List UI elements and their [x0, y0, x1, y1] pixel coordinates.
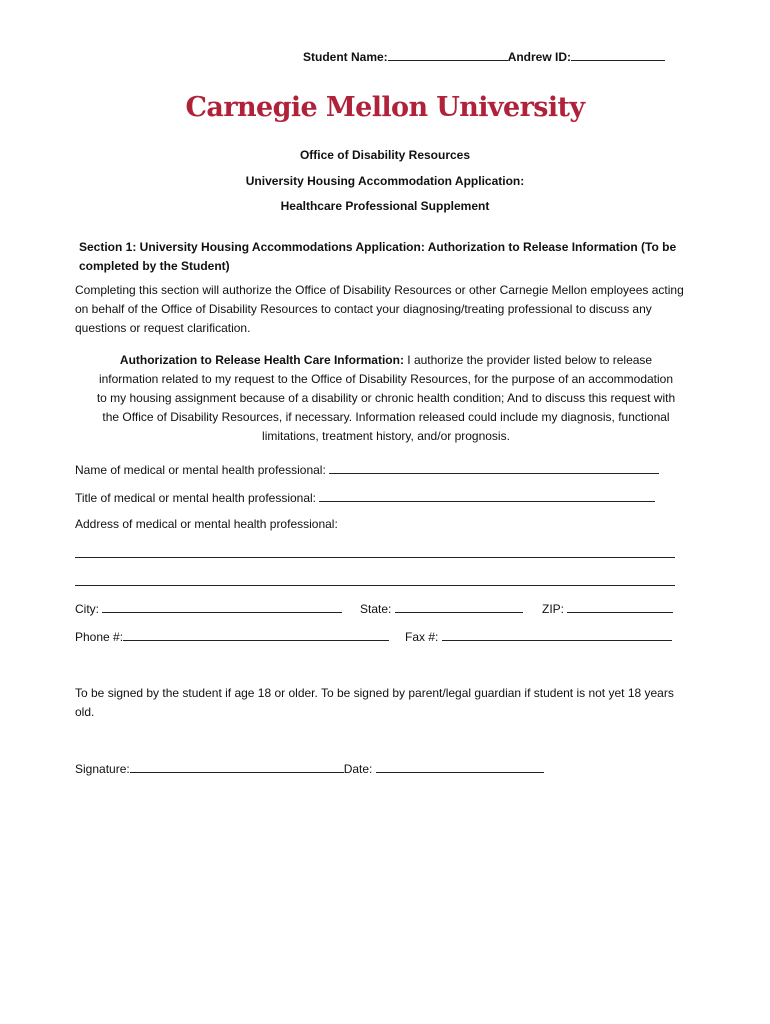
fax-row — [405, 628, 672, 644]
cmu-logo: Carnegie Mellon University — [185, 92, 585, 123]
state-label: State: — [360, 602, 392, 616]
signature-label: Signature: — [75, 762, 130, 776]
fax-field[interactable] — [442, 628, 672, 641]
zip-row — [542, 600, 673, 616]
city-field[interactable] — [102, 600, 342, 613]
professional-name-field[interactable] — [329, 461, 659, 474]
city-row — [75, 600, 342, 616]
professional-title-label: Title of medical or mental health professional: — [75, 491, 317, 505]
date-label: Date: — [343, 762, 373, 776]
student-name-field[interactable] — [388, 48, 508, 61]
professional-name-row — [75, 461, 659, 477]
zip-label: ZIP: — [542, 602, 565, 616]
student-header-row — [303, 48, 665, 64]
phone-field[interactable] — [123, 628, 389, 641]
student-name-label: Student Name: — [303, 50, 388, 64]
authorization-label: Authorization to Release Health Care Information: — [119, 353, 404, 367]
office-title: Office of Disability Resources — [299, 148, 471, 162]
address-line-2[interactable] — [75, 585, 675, 586]
city-label: City: — [75, 602, 99, 616]
signature-row — [75, 760, 544, 776]
professional-name-label: Name of medical or mental health professional: — [75, 463, 326, 477]
signature-field[interactable] — [130, 760, 344, 773]
fax-label: Fax #: — [405, 630, 439, 644]
phone-label: Phone #: — [75, 630, 124, 644]
authorization-text: I authorize the provider listed below to release information related to my request to the Office of Disability Resources, for the purpose of an accommodation to my housing assignment because of a disability or chronic health condition; And to discuss this request with the Office of Disability Resources, if necessary. Information released could include my diagnosis, functional limitations, treatment history, and/or prognosis. — [96, 353, 676, 443]
section-1-intro: Completing this section will authorize the Office of Disability Resources or other Carnegie Mellon employees acting on behalf of the Office of Disability Resources to contact your diagnosing/treating professional to discuss any questions or request clarification. — [75, 283, 684, 335]
date-field[interactable] — [376, 760, 544, 773]
address-label: Address of medical or mental health professional: — [75, 517, 338, 531]
address-line-1[interactable] — [75, 557, 675, 558]
authorization-paragraph — [96, 351, 676, 446]
state-row — [360, 600, 523, 616]
supplement-title: Healthcare Professional Supplement — [280, 199, 490, 213]
professional-title-row — [75, 489, 655, 505]
zip-field[interactable] — [567, 600, 673, 613]
andrew-id-label: Andrew ID: — [507, 50, 572, 64]
phone-row — [75, 628, 389, 644]
andrew-id-field[interactable] — [571, 48, 665, 61]
signing-note: To be signed by the student if age 18 or older. To be signed by parent/legal guardian if student is not yet 18 years old. — [75, 686, 674, 719]
section-1-title: Section 1: University Housing Accommodations Application: Authorization to Release Information (To be completed by the Student) — [79, 240, 677, 273]
state-field[interactable] — [395, 600, 523, 613]
application-title: University Housing Accommodation Application: — [245, 174, 525, 188]
professional-title-field[interactable] — [319, 489, 655, 502]
